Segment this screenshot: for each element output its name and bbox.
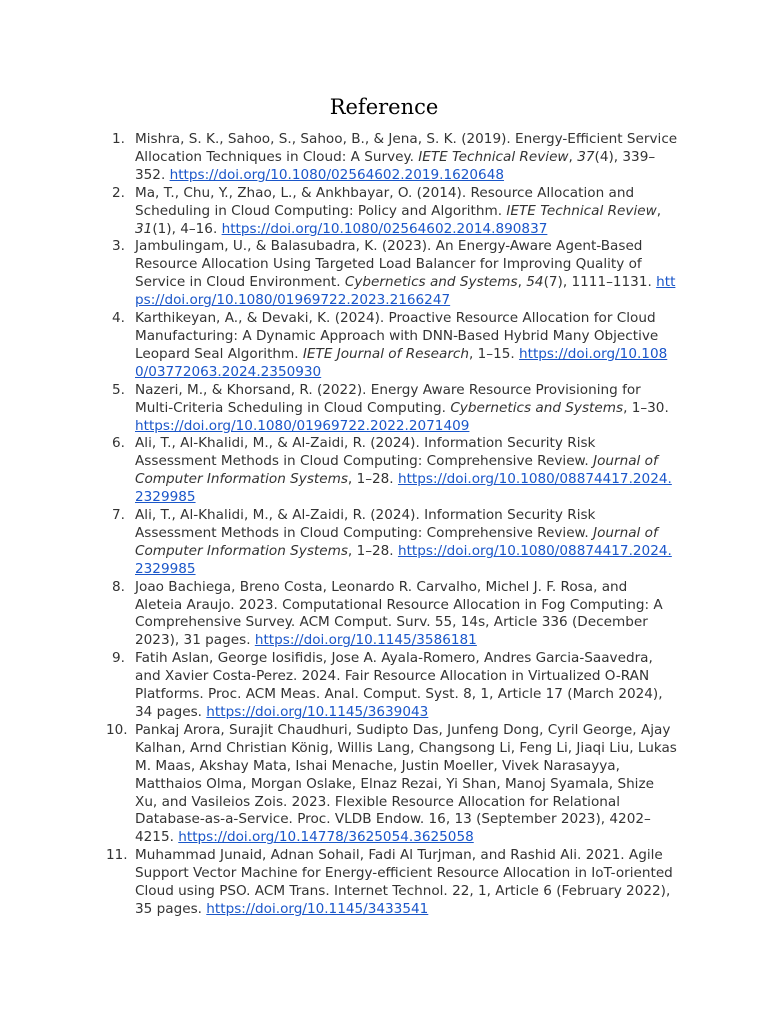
doi-link[interactable]: https://doi.org/10.1080/03772063.2024.2350930 <box>135 345 668 380</box>
reference-item <box>106 185 678 239</box>
reference-number: 7. <box>112 507 125 524</box>
reference-pages: (4), 339–352. <box>135 148 656 183</box>
page-title: Reference <box>329 95 439 119</box>
reference-number: 6. <box>112 435 125 452</box>
reference-volume: 31 <box>135 220 153 237</box>
reference-item <box>106 435 678 507</box>
reference-number: 4. <box>112 310 125 327</box>
doi-link[interactable]: https://doi.org/10.1080/01969722.2023.2166247 <box>135 274 676 309</box>
reference-citation-text: Muhammad Junaid, Adnan Sohail, Fadi Al Turjman, and Rashid Ali. 2021. Agile Support Vector Machine for Energy-efficient Resource Allocation in IoT-oriented Cloud using PSO. ACM Trans. Internet Technol. 22, 1, Article 6 (February 2022), 35 pages. <box>135 847 673 917</box>
doi-link[interactable]: https://doi.org/10.1145/3639043 <box>206 704 429 720</box>
reference-journal-name: IETE Technical Review <box>418 148 569 165</box>
reference-citation-text: Ali, T., Al-Khalidi, M., & Al-Zaidi, R. (2024). Information Security Risk Assessment Methods in Cloud Computing: Comprehensive Review. <box>135 507 596 541</box>
reference-journal-name: Cybernetics and Systems <box>344 274 518 291</box>
reference-volume: 54 <box>526 274 544 291</box>
reference-item <box>106 847 678 919</box>
reference-journal-name: Journal of Computer Information Systems <box>135 453 658 488</box>
reference-number: 1. <box>112 131 125 147</box>
reference-pages: , 1–28. <box>347 471 398 488</box>
reference-number: 10. <box>106 721 128 738</box>
reference-number: 9. <box>112 650 125 667</box>
reference-pages: (7), 1111–1131. <box>543 274 657 291</box>
doi-link[interactable]: https://doi.org/10.1080/02564602.2019.1620648 <box>169 166 505 183</box>
reference-item <box>106 238 678 310</box>
reference-pages: , 1–28. <box>347 542 398 559</box>
doi-link[interactable]: https://doi.org/10.1080/08874417.2024.2329985 <box>135 542 672 577</box>
reference-citation-text: Joao Bachiega, Breno Costa, Leonardo R. Carvalho, Michel J. F. Rosa, and Aleteia Araujo. 2023. Computational Resource Allocation in Fog Computing: A Comprehensive Survey. ACM Comput. Surv. 55, 14s, Article 336 (December 2023), 31 pages. <box>135 578 663 649</box>
reference-pages: (1), 4–16. <box>152 220 222 237</box>
reference-citation-text: Ma, T., Chu, Y., Zhao, L., & Ankhbayar, O. (2014). Resource Allocation and Scheduling in Cloud Computing: Policy and Algorithm. <box>135 184 635 219</box>
reference-citation-text: Fatih Aslan, George Iosifidis, Jose A. Ayala-Romero, Andres Garcia-Saavedra, and Xavier Costa-Perez. 2024. Fair Resource Allocation in Virtualized O-RAN Platforms. Proc. ACM Meas. Anal. Comput. Syst. 8, 1, Article 17 (March 2024), 34 pages. <box>135 650 663 720</box>
reference-item <box>106 722 678 847</box>
reference-item <box>106 650 678 722</box>
reference-separator: , <box>656 202 662 219</box>
reference-item <box>106 579 678 651</box>
reference-item <box>106 310 678 382</box>
reference-number: 3. <box>112 238 125 255</box>
reference-number: 8. <box>112 578 125 595</box>
reference-number: 11. <box>106 847 128 864</box>
reference-volume: 37 <box>577 148 595 165</box>
reference-journal-name: IETE Technical Review <box>506 202 657 219</box>
reference-journal-name: IETE Journal of Research <box>302 345 469 362</box>
reference-pages: , 1–30. <box>623 399 669 416</box>
doi-link[interactable]: https://doi.org/10.14778/3625054.3625058 <box>178 829 474 846</box>
doi-link[interactable]: https://doi.org/10.1080/02564602.2014.890837 <box>221 220 548 237</box>
reference-citation-text: Pankaj Arora, Surajit Chaudhuri, Sudipto Das, Junfeng Dong, Cyril George, Ajay Kalhan, Arnd Christian König, Willis Lang, Changsong Li, Feng Li, Jiaqi Liu, Lukas M. Maas, Akshay Mata, Ishai Menache, Justin Moeller, Vivek Narasayya, Matthaios Olma, Morgan Oslake, Elnaz Rezai, Yi Shan, Manoj Syamala, Shize Xu, and Vasileios Zois. 2023. Flexible Resource Allocation for Relational Database-as-a-Service. Proc. VLDB Endow. 16, 13 (September 2023), 4202–4215. <box>135 721 677 846</box>
doi-link[interactable]: https://doi.org/10.1145/3433541 <box>206 900 429 917</box>
reference-journal-name: Cybernetics and Systems <box>450 399 624 416</box>
reference-separator: , <box>517 274 527 291</box>
doi-link[interactable]: https://doi.org/10.1080/08874417.2024.2329985 <box>135 471 672 506</box>
reference-number: 2. <box>112 184 125 201</box>
reference-item <box>106 507 678 579</box>
reference-number: 5. <box>112 381 125 398</box>
reference-item <box>106 131 678 185</box>
reference-pages: , 1–15. <box>469 345 520 362</box>
doi-link[interactable]: https://doi.org/10.1145/3586181 <box>254 632 477 649</box>
reference-citation-text: Mishra, S. K., Sahoo, S., Sahoo, B., & Jena, S. K. (2019). Energy-Efficient Service Allocation Techniques in Cloud: A Survey. <box>135 131 678 165</box>
reference-citation-text: Ali, T., Al-Khalidi, M., & Al-Zaidi, R. (2024). Information Security Risk Assessment Methods in Cloud Computing: Comprehensive Review. <box>135 435 596 470</box>
reference-separator: , <box>568 148 578 165</box>
reference-citation-text: Karthikeyan, A., & Devaki, K. (2024). Proactive Resource Allocation for Cloud Manufacturing: A Dynamic Approach with DNN-Based Hybrid Many Objective Leopard Seal Algorithm. <box>135 310 659 362</box>
reference-item <box>106 382 678 436</box>
reference-citation-text: Jambulingam, U., & Balasubadra, K. (2023). An Energy-Aware Agent-Based Resource Allocation Using Targeted Load Balancer for Improving Quality of Service in Cloud Environment. <box>135 238 643 291</box>
reference-citation-text: Nazeri, M., & Khorsand, R. (2022). Energy Aware Resource Provisioning for Multi-Criteria Scheduling in Cloud Computing. <box>135 381 641 416</box>
doi-link[interactable]: https://doi.org/10.1080/01969722.2022.2071409 <box>135 417 470 434</box>
reference-journal-name: Journal of Computer Information Systems <box>135 524 658 559</box>
reference-list <box>106 131 678 919</box>
